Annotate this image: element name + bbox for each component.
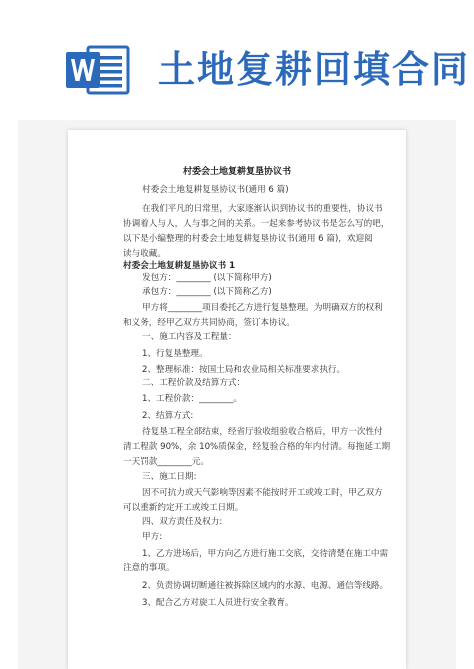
body-line: 协调着人与人，人与事之间的关系。一起来参考协议书是怎么写的吧， [123,219,390,229]
body-line: 清工程款 90%，余 10%质保金，经复验合格的年内付清。每拖延工期 [123,442,391,452]
body-line: 2、整理标准：按国土局和农业局相关标准要求执行。 [142,365,346,375]
body-line: 一天罚款________元。 [123,457,209,467]
body-line: 注意的事项。 [123,563,175,573]
banner [0,0,474,128]
body-line: 1、工程价款：________。 [142,394,242,404]
body-line: 2、结算方式: [142,411,194,421]
body-line: 四、双方责任及权力: [142,517,223,527]
body-line: 以下是小编整理的村委会土地复耕复垦协议书(通用 6 篇)，欢迎阅 [123,234,373,244]
body-line: 承包方：________ (以下简称乙方) [142,287,272,297]
document-title: 村委会土地复耕复垦协议书 [182,167,291,177]
body-line: 读与收藏。 [123,249,166,259]
page-title: 土地复耕回填合同 [158,48,470,91]
body-line: 发包方：________ (以下简称甲方) [142,273,272,283]
body-line: 可以重新约定开工或竣工日期。 [123,503,244,513]
body-line: 和义务，经甲乙双方共同协商，签订本协议。 [123,318,295,328]
body-line: 二、工程价款及结算方式： [142,378,246,388]
body-line: 因不可抗力或天气影响等因素不能按时开工或竣工时，甲乙双方 [142,488,383,498]
body-line: 甲方: [142,532,163,542]
word-document-icon [66,44,130,96]
body-line: 村委会土地复耕复垦协议书(通用 6 篇) [142,185,289,195]
document-page [68,130,406,669]
body-line: 三、施工日期: [142,472,197,482]
body-line: 一、施工内容及工程量： [142,332,237,342]
body-line: 1、行复垦整理。 [142,349,208,359]
body-line: 待复垦工程全部结束，经省厅验收组验收合格后，甲方一次性付 [142,427,383,437]
body-line: 在我们平凡的日常里，大家逐渐认识到协议书的重要性，协议书 [142,204,383,214]
body-line: 1、乙方进场后，甲方向乙方进行施工交底，交待清楚在施工中需 [142,549,389,559]
body-line: 2、负责协调切断通往被拆除区域内的水源、电源、通信等线路。 [142,581,389,591]
section-heading: 村委会土地复耕复垦协议书 1 [123,261,236,271]
body-line: 3、配合乙方对旋工人员进行安全教育。 [142,598,294,608]
body-line: 甲方将________项目委托乙方进行复垦整理。为明确双方的权利 [142,303,383,313]
